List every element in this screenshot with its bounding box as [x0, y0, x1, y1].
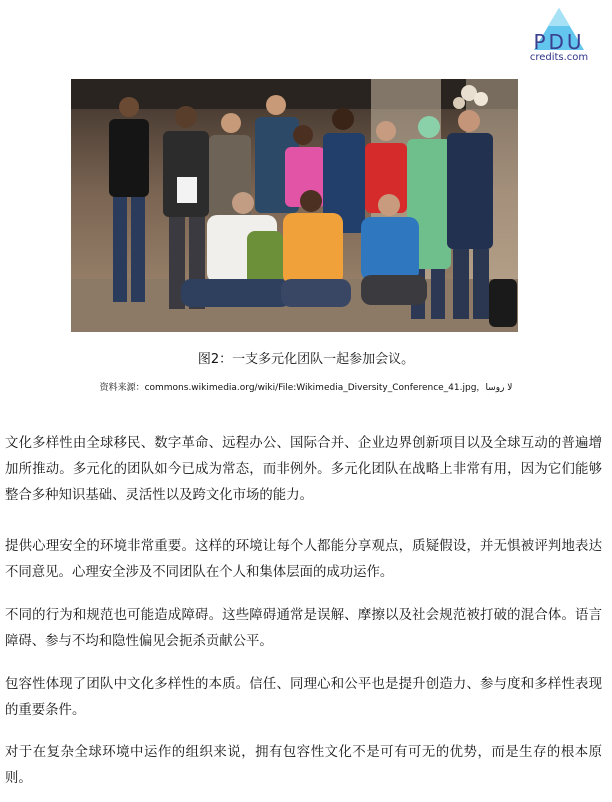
logo-domain: credits.com [529, 52, 589, 63]
paragraph-4: 包容性体现了团队中文化多样性的本质。信任、同理心和公平也是提升创造力、参与度和多样性表现的重要条件。 [5, 677, 602, 718]
figure-source: 资料来源：commons.wikimedia.org/wiki/File:Wikimedia_Diversity_Conference_41.jpg，لا روسا [99, 383, 513, 393]
team-photo-illustration [71, 79, 518, 332]
paragraph-1: 文化多样性由全球移民、数字革命、远程办公、国际合并、企业边界创新项目以及全球互动的普遍增加所推动。多元化的团队如今已成为常态，而非例外。多元化团队在战略上非常有用，因为它们能够整合多种知识基础、灵活性以及跨文化市场的能力。 [5, 436, 602, 503]
paragraph-5: 对于在复杂全球环境中运作的组织来说，拥有包容性文化不是可有可无的优势，而是生存的根本原则。 [5, 745, 602, 786]
figure-caption: 图2：一支多元化团队一起参加会议。 [197, 352, 415, 367]
logo-letters: PDU [533, 30, 585, 54]
paragraph-2: 提供心理安全的环境非常重要。这样的环境让每个人都能分享观点，质疑假设，并无惧被评判地表达不同意见。心理安全涉及不同团队在个人和集体层面的成功运作。 [5, 539, 602, 580]
team-photo [71, 79, 518, 332]
paragraph-3: 不同的行为和规范也可能造成障碍。这些障碍通常是误解、摩擦以及社会规范被打破的混合体。语言障碍、参与不均和隐性偏见会扼杀贡献公平。 [5, 608, 602, 649]
pdu-credits-logo [520, 6, 598, 66]
